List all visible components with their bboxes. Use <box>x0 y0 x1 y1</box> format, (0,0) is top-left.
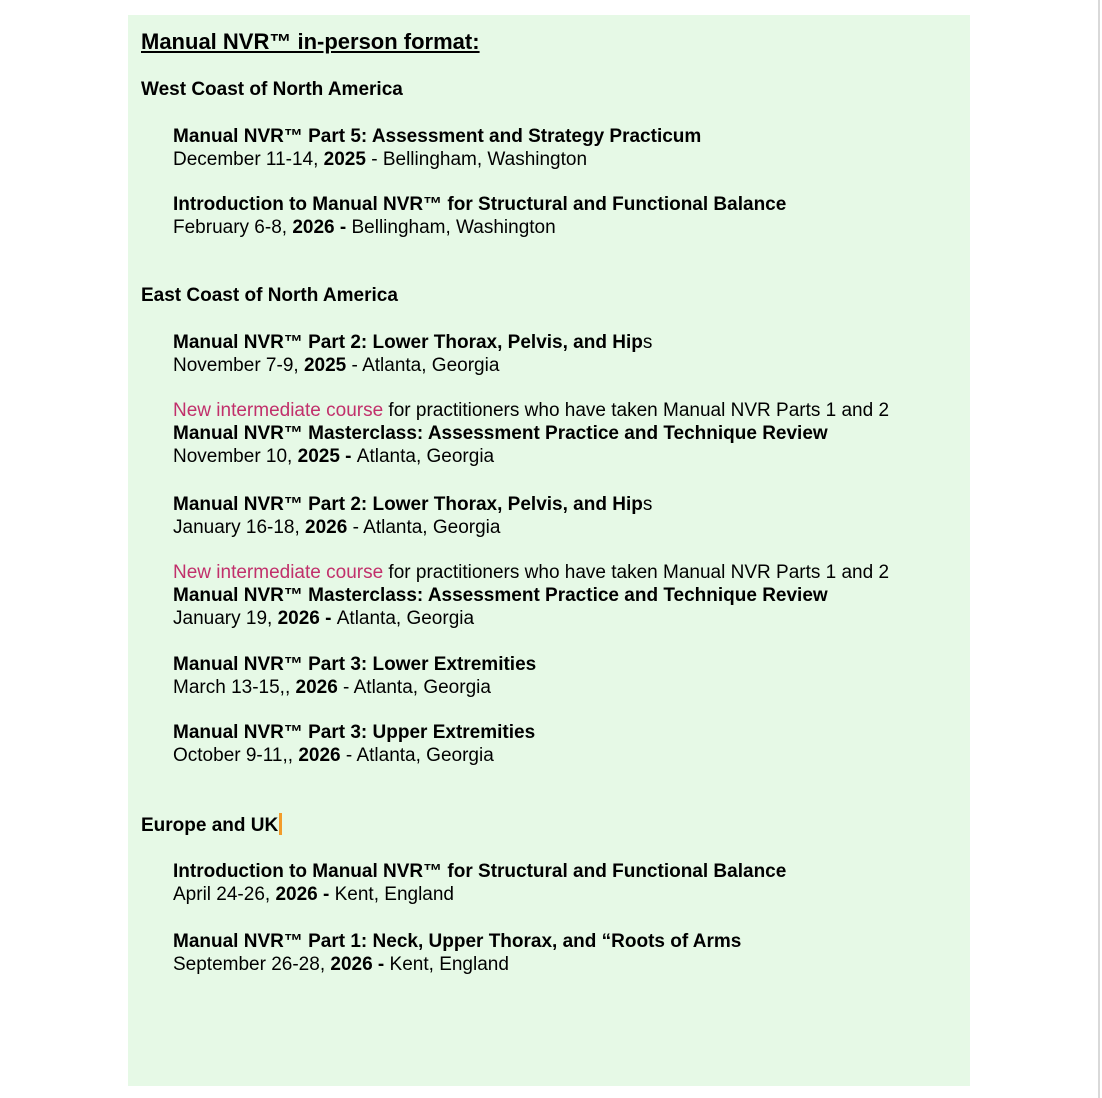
region-heading-east: East Coast of North America <box>141 285 398 306</box>
course-separator: - <box>372 954 390 975</box>
course-title-tail: s <box>642 494 653 515</box>
course-note <box>173 561 889 584</box>
course-date: September 26-28, <box>173 954 331 975</box>
course-entry <box>173 930 741 976</box>
course-location: Atlanta, Georgia <box>356 446 495 467</box>
course-separator: - <box>365 149 383 170</box>
course-location: Kent, England <box>334 884 454 905</box>
course-year: 2025 <box>303 355 347 376</box>
course-year: 2026 <box>277 608 320 629</box>
new-course-highlight: New intermediate course <box>173 400 384 421</box>
page-title: Manual NVR™ in-person format: <box>141 29 480 54</box>
course-date: April 24-26, <box>173 884 276 905</box>
page-edge-divider <box>1098 0 1100 1098</box>
course-note-text: for practitioners who have taken Manual NVR Parts 1 and 2 <box>383 562 890 583</box>
course-location: Atlanta, Georgia <box>336 608 475 629</box>
course-separator: - <box>334 217 352 238</box>
course-year: 2026 <box>292 217 335 238</box>
course-separator: - <box>317 884 335 905</box>
course-title: Manual NVR™ Part 3: Lower Extremities <box>173 654 537 675</box>
course-date: January 16-18, <box>173 517 306 538</box>
course-location: Kent, England <box>389 954 509 975</box>
course-title-line <box>173 331 652 354</box>
course-date: December 11-14, <box>173 149 324 170</box>
course-entry <box>173 561 889 630</box>
course-year: 2025 <box>297 446 340 467</box>
new-course-highlight: New intermediate course <box>173 562 384 583</box>
course-date-line <box>173 676 536 699</box>
course-year: 2025 <box>323 149 366 170</box>
course-location: Atlanta, Georgia <box>356 745 494 766</box>
course-entry <box>173 860 786 906</box>
course-year: 2026 <box>275 884 318 905</box>
course-note <box>173 399 889 422</box>
course-separator: - <box>339 446 357 467</box>
course-separator: - <box>319 608 337 629</box>
course-entry <box>173 399 889 468</box>
region-heading-europe <box>141 813 282 837</box>
course-title: Manual NVR™ Part 1: Neck, Upper Thorax, and “Roots of Arms <box>173 931 742 952</box>
course-title-line <box>173 493 652 516</box>
course-title: Introduction to Manual NVR™ for Structural and Functional Balance <box>173 194 787 215</box>
course-title: Manual NVR™ Masterclass: Assessment Practice and Technique Review <box>173 423 828 444</box>
course-year: 2026 <box>295 677 338 698</box>
course-location: Bellingham, Washington <box>351 217 556 238</box>
region-heading-text: Europe and UK <box>141 815 279 836</box>
course-year: 2026 <box>298 745 341 766</box>
course-date: February 6-8, <box>173 217 293 238</box>
course-year: 2026 <box>305 517 348 538</box>
course-title-tail: s <box>642 332 653 353</box>
course-separator: - <box>346 355 363 376</box>
course-title: Manual NVR™ Part 2: Lower Thorax, Pelvis, and Hip <box>173 332 643 353</box>
course-date-line <box>173 354 652 377</box>
course-location: Atlanta, Georgia <box>362 355 500 376</box>
course-title: Manual NVR™ Part 3: Upper Extremities <box>173 722 536 743</box>
course-year: 2026 <box>330 954 373 975</box>
course-date: January 19, <box>173 608 278 629</box>
course-entry <box>173 721 535 767</box>
course-separator: - <box>337 677 354 698</box>
course-date-line <box>173 516 652 539</box>
course-location: Atlanta, Georgia <box>353 677 491 698</box>
course-entry <box>173 331 652 377</box>
course-entry <box>173 125 701 171</box>
course-date: March 13-15,, <box>173 677 296 698</box>
course-separator: - <box>340 745 357 766</box>
course-title: Introduction to Manual NVR™ for Structural and Functional Balance <box>173 861 787 882</box>
course-title: Manual NVR™ Masterclass: Assessment Practice and Technique Review <box>173 585 828 606</box>
course-entry <box>173 653 536 699</box>
course-note-text: for practitioners who have taken Manual NVR Parts 1 and 2 <box>383 400 890 421</box>
course-separator: - <box>347 517 364 538</box>
course-date-line <box>173 744 535 767</box>
schedule-panel <box>128 15 970 1086</box>
course-location: Bellingham, Washington <box>382 149 588 170</box>
course-date-line <box>173 607 889 630</box>
course-date-line <box>173 883 786 906</box>
region-heading-west: West Coast of North America <box>141 79 403 100</box>
text-cursor <box>279 813 282 835</box>
course-date-line <box>173 445 889 468</box>
course-date: October 9-11,, <box>173 745 299 766</box>
course-date: November 7-9, <box>173 355 304 376</box>
course-title: Manual NVR™ Part 2: Lower Thorax, Pelvis, and Hip <box>173 494 643 515</box>
course-title: Manual NVR™ Part 5: Assessment and Strategy Practicum <box>173 126 702 147</box>
course-entry <box>173 193 786 239</box>
course-date-line <box>173 148 701 171</box>
course-date: November 10, <box>173 446 298 467</box>
course-date-line <box>173 953 741 976</box>
course-location: Atlanta, Georgia <box>363 517 501 538</box>
course-entry <box>173 493 652 539</box>
course-date-line <box>173 216 786 239</box>
